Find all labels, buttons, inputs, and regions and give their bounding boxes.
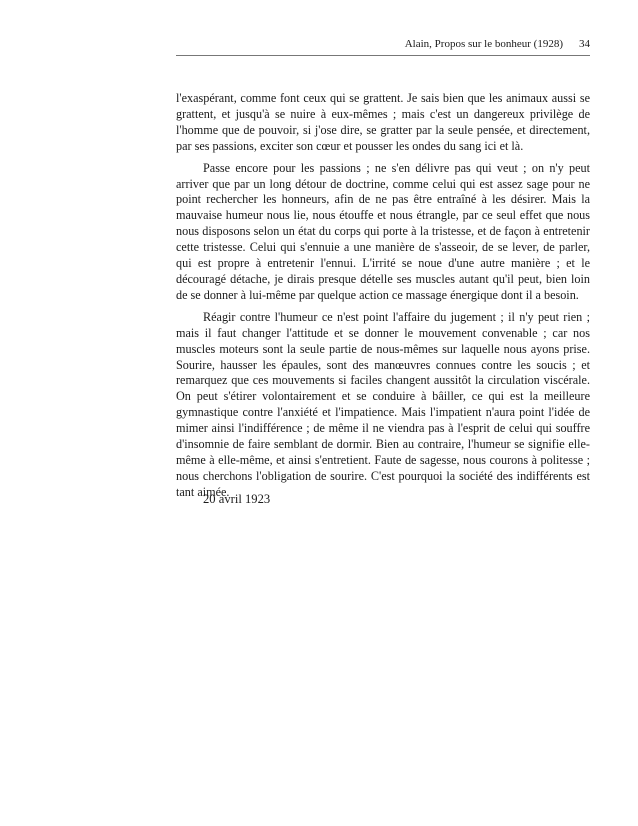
paragraph: Réagir contre l'humeur ce n'est point l'affaire du jugement ; il n'y peut rien ; mais il faut changer l'attitude et se donner le mouvement convenable ; car nos muscles moteurs sont la seule partie de nous-mêmes sur laquelle nous ayons prise. Sourire, hausser les épaules, sont des manœuvres connues contre les soucis ; et remarquez que ces mouvements si faciles changent aussitôt la circulation viscérale. On peut s'étirer volontairement et se conduire à bâiller, ce qui est la meilleure gymnastique contre l'anxiété et l'impatience. Mais l'impatient n'aura point l'idée de mimer ainsi l'indifférence ; de même il ne viendra pas à l'esprit de celui qui souffre d'insomnie de faire semblant de dormir. Bien au contraire, l'humeur se signifie elle-même à elle-même, et ainsi s'entretient. Faute de sagesse, nous courons à politesse ; nous cherchons l'obligation de sourire. C'est pourquoi la société des indifférents est tant aimée.	[176, 309, 590, 499]
running-header	[176, 37, 590, 52]
page-number: 34	[579, 38, 590, 50]
header-rule	[176, 55, 590, 56]
running-title: Alain, Propos sur le bonheur (1928)	[404, 38, 563, 50]
paragraph: Passe encore pour les passions ; ne s'en délivre pas qui veut ; on n'y peut arriver que par un long détour de doctrine, comme celui qui est assez sage pour ne point rechercher les honneurs, afin de ne pas être entraîné à les désirer. Mais la mauvaise humeur nous lie, nous étouffe et nous étrangle, par ce seul effet que nous nous disposons selon un état du corps qui porte à la tristesse, et de façon à entretenir cette tristesse. Celui qui s'ennuie a une manière de s'asseoir, de se lever, de parler, qui est propre à entretenir l'ennui. L'irrité se noue d'une autre manière ; et le découragé détache, je dirais presque dételle ses muscles autant qu'il peut, bien loin de se donner à lui-même par quelque action ce massage énergique dont il a besoin.	[176, 160, 590, 302]
essay-date: 20 avril 1923	[203, 492, 271, 506]
paragraph-continued: l'exaspérant, comme font ceux qui se grattent. Je sais bien que les animaux aussi se grattent, et jusqu'à se nuire à eux-mêmes ; mais c'est un dangereux privilège de l'homme que de pouvoir, si j'ose dire, se gratter par la seule pensée, et directement, par ses passions, exciter son cœur et pousser les ondes du sang ici et là.	[176, 91, 590, 153]
page-body	[176, 91, 590, 507]
